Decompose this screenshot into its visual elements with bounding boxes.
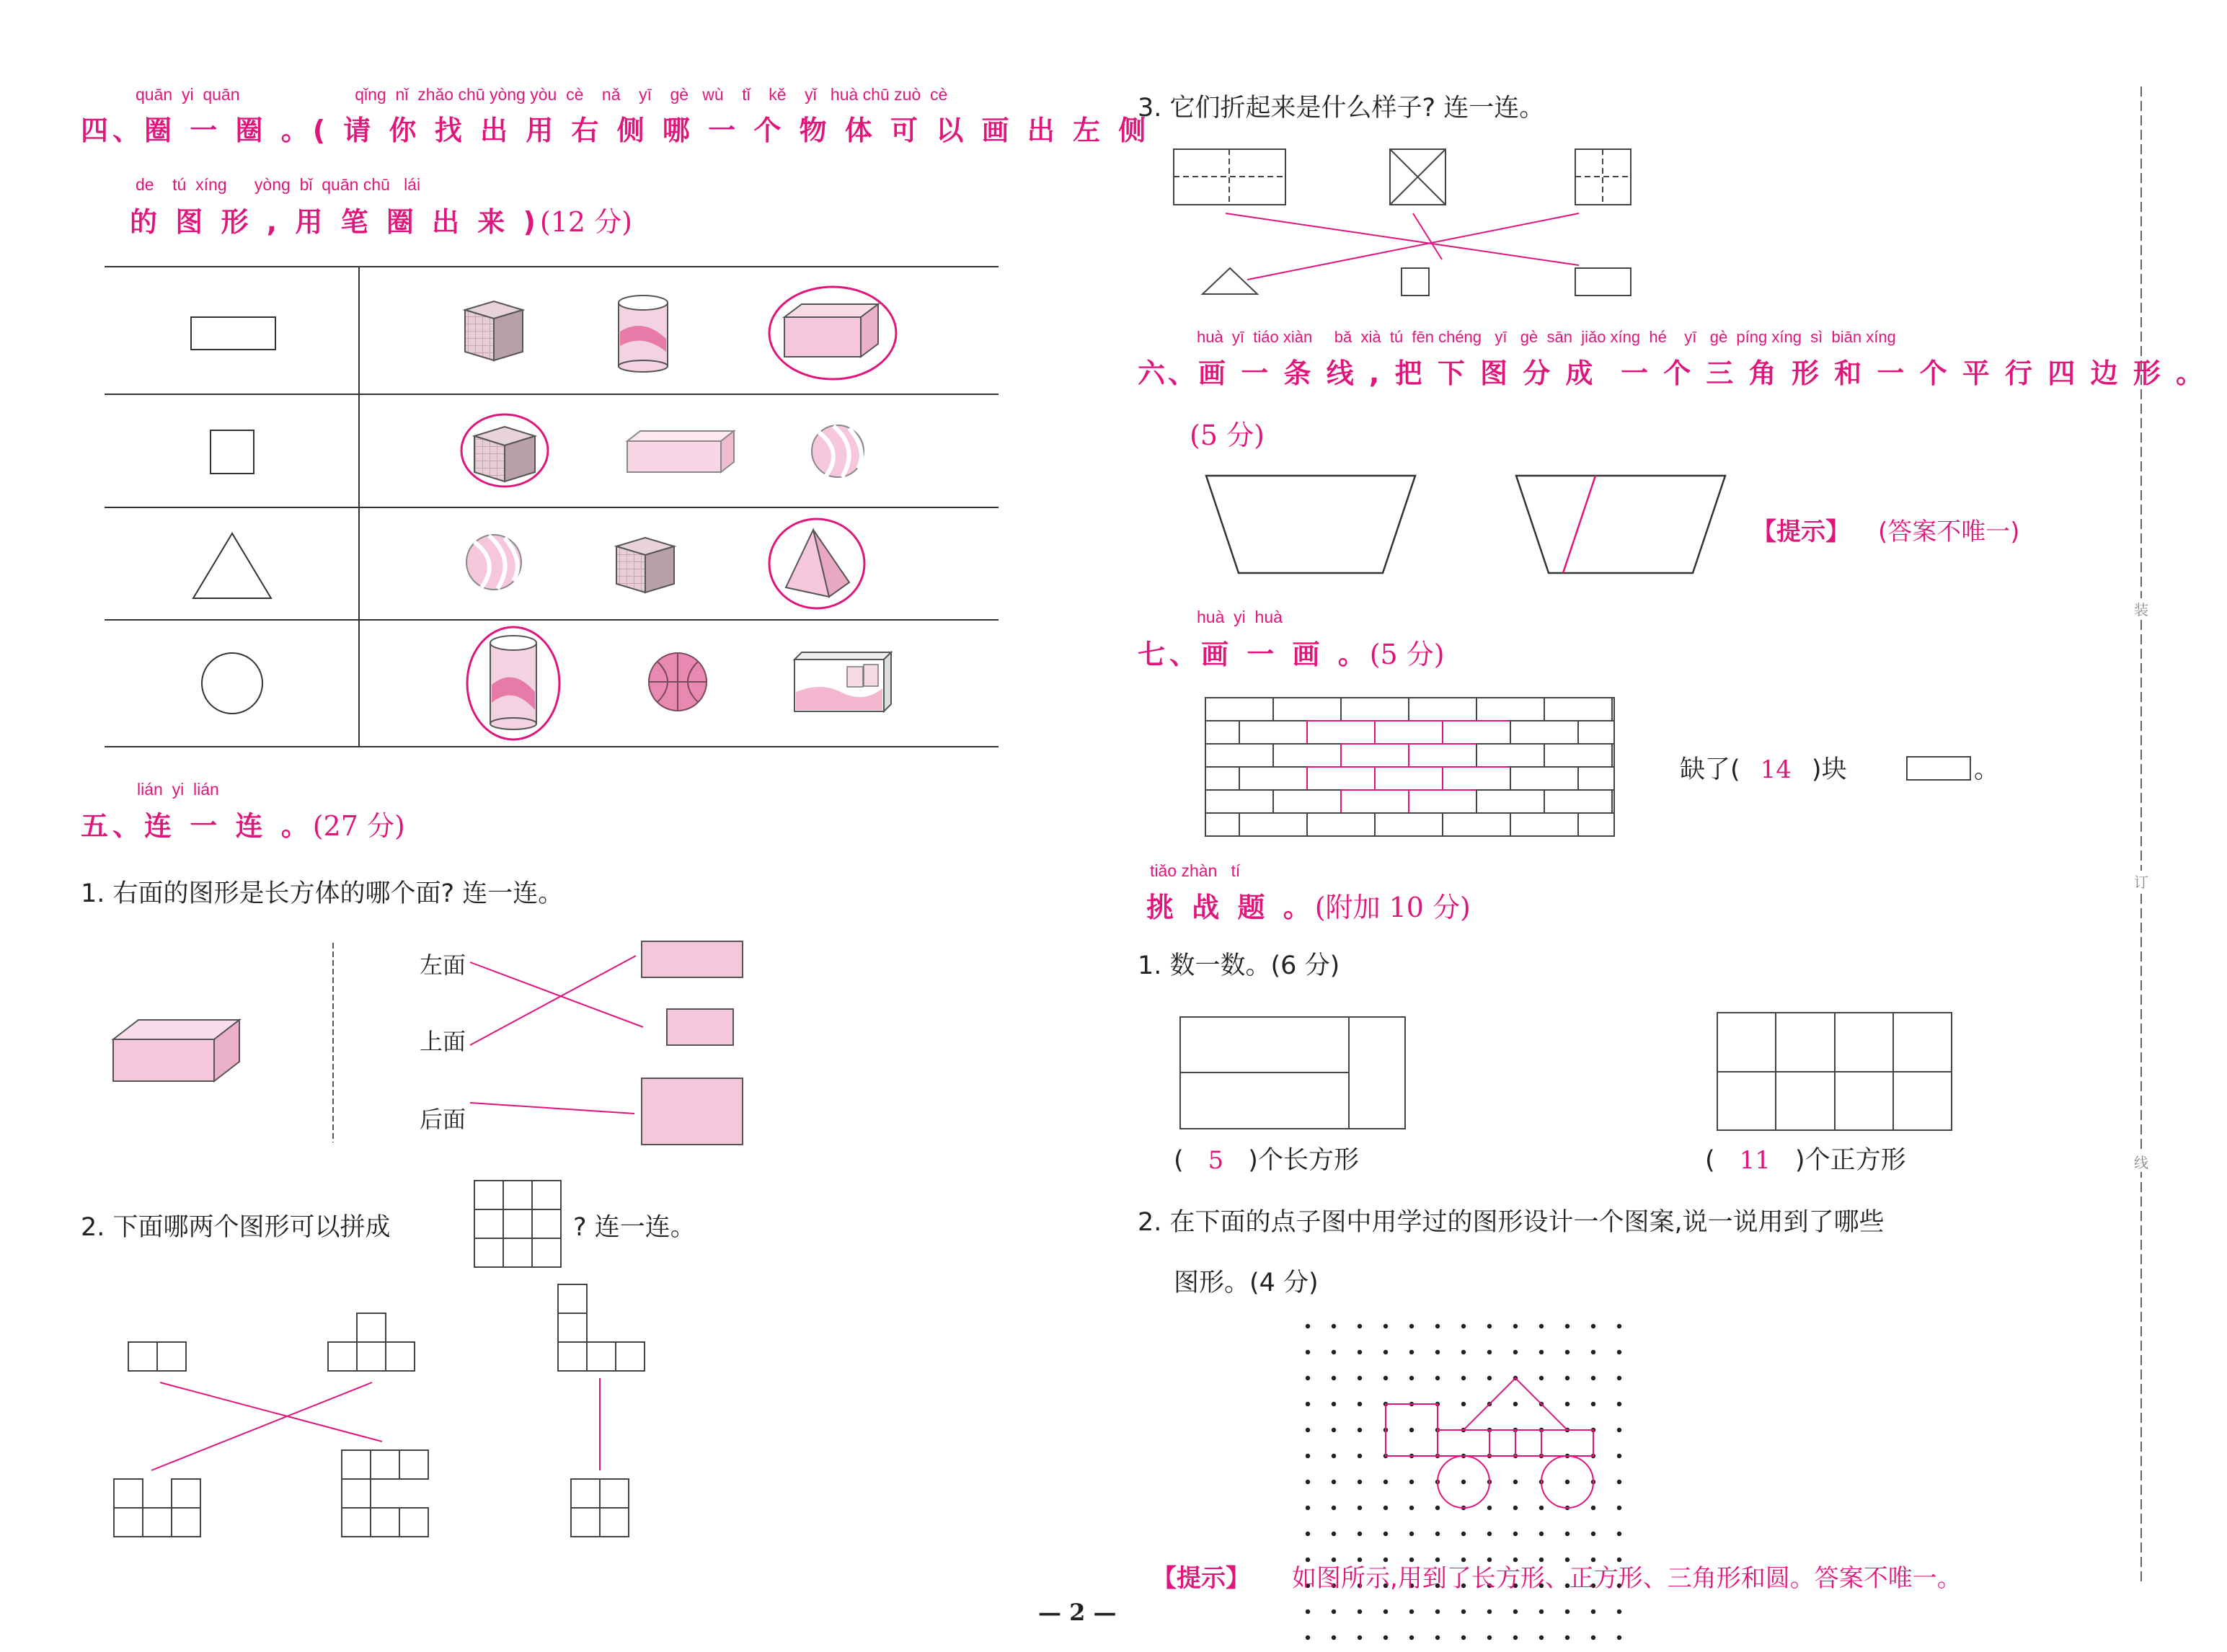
cuboid-figure [113, 1020, 239, 1081]
section5-pinyin: lián yi lián [137, 780, 219, 799]
dot-design [1386, 1378, 1593, 1508]
fold-rect-1 [1174, 149, 1285, 205]
section6-hint-label: 【提示】 [1752, 518, 1850, 546]
grid-dot [1565, 1376, 1569, 1380]
grid-dot [1435, 1506, 1440, 1510]
grid-dot [1487, 1532, 1492, 1536]
brick [1307, 721, 1375, 744]
grid-dot [1617, 1635, 1621, 1640]
brick [1409, 744, 1476, 767]
grid-dot [1539, 1635, 1544, 1640]
grid-dot [1565, 1609, 1569, 1614]
brick [1443, 767, 1510, 790]
piece-e [342, 1450, 428, 1537]
piece-t [328, 1313, 415, 1371]
grid-dot [1617, 1376, 1621, 1380]
grid-dot [1358, 1402, 1362, 1406]
cuboid-icon [784, 304, 878, 357]
grid-dot [1487, 1376, 1492, 1380]
grid-dot [1383, 1609, 1388, 1614]
grid-dot [1358, 1454, 1362, 1458]
grid-dot [1461, 1480, 1466, 1484]
grid-dot [1617, 1480, 1621, 1484]
grid-dot [1487, 1350, 1492, 1354]
brick [1476, 744, 1544, 767]
section6-title: 六、画 一 条 线 , 把 下 图 分 成 一 个 三 角 形 和 一 个 平 行 四 边 形 。 [1138, 358, 2206, 389]
rubik-cube-icon [465, 301, 523, 360]
grid-dot [1565, 1402, 1569, 1406]
ball-icon [812, 425, 864, 477]
section5-score: (27 分) [312, 810, 405, 842]
brick [1341, 698, 1409, 721]
grid-dot [1617, 1428, 1621, 1432]
grid-dot [1409, 1609, 1414, 1614]
brick [1205, 721, 1239, 744]
brick [1375, 767, 1443, 790]
brick [1544, 744, 1612, 767]
face-rect-wide [642, 941, 743, 977]
brick [1544, 698, 1612, 721]
can-icon [619, 296, 668, 372]
question-1: 1. 右面的图形是长方体的哪个面? 连一连。 [81, 879, 564, 908]
grid-dot [1565, 1480, 1569, 1484]
grid-dot [1358, 1506, 1362, 1510]
brick [1443, 721, 1510, 744]
square-count-figure [1717, 1013, 1952, 1130]
grid-dot [1565, 1324, 1569, 1328]
brick [1409, 790, 1476, 813]
grid-dot [1435, 1532, 1440, 1536]
challenge-question-2-line2: 图形。(4 分) [1174, 1269, 1319, 1297]
section7-answer-post: )块 [1811, 755, 1847, 784]
grid-dot [1591, 1609, 1595, 1614]
grid-dot [1513, 1350, 1518, 1354]
grid-dot [1461, 1609, 1466, 1614]
brick [1510, 813, 1578, 836]
section6-hint: (答案不唯一) [1878, 518, 2020, 546]
brick [1578, 767, 1614, 790]
section5-title [81, 804, 405, 843]
section6-pinyin: huà yī tiáo xiàn bǎ xià tú fēn chéng yī gè sān jiǎo xíng hé yī gè píng xíng sì biān xíng [1197, 328, 1896, 346]
question-2-b: ? 连一连。 [573, 1213, 696, 1242]
cuboid-icon [627, 431, 734, 472]
brick [1205, 698, 1273, 721]
grid-dot [1461, 1324, 1466, 1328]
grid-dot [1591, 1402, 1595, 1406]
fold-result-rect [1575, 268, 1631, 296]
fold-square-x [1390, 149, 1445, 205]
section7-score: (5 分) [1369, 639, 1445, 670]
face-rect-small [667, 1009, 733, 1045]
piece-u [114, 1479, 200, 1537]
grid-dot [1332, 1428, 1336, 1432]
grid-dot [1358, 1635, 1362, 1640]
section7-end: 。 [1974, 755, 2000, 784]
piece-2x2 [571, 1479, 629, 1537]
piece-l [558, 1284, 645, 1371]
grid-dot [1358, 1480, 1362, 1484]
grid-dot [1383, 1635, 1388, 1640]
section7-answer [1680, 750, 1847, 786]
brick [1476, 698, 1544, 721]
grid-dot [1306, 1402, 1310, 1406]
challenge-1-right-answer [1705, 1140, 1906, 1176]
section6-score-text: (5 分) [1190, 419, 1265, 451]
brick [1510, 721, 1578, 744]
challenge-1-left-post: )个长方形 [1248, 1146, 1359, 1175]
brick [1612, 698, 1614, 721]
grid-dot [1487, 1609, 1492, 1614]
section7-title-text: 七、画 一 画 。 [1138, 639, 1370, 670]
grid-dot [1591, 1376, 1595, 1380]
grid-dot [1435, 1609, 1440, 1614]
grid-dot [1513, 1609, 1518, 1614]
grid-dot [1306, 1376, 1310, 1380]
trapezoid-answer [1516, 476, 1725, 573]
grid-dot [1332, 1480, 1336, 1484]
grid-dot [1539, 1532, 1544, 1536]
section6-score [1190, 413, 1265, 453]
challenge-1-right-post: )个正方形 [1794, 1146, 1906, 1175]
grid-dot [1409, 1532, 1414, 1536]
grid-dot [1591, 1324, 1595, 1328]
margin-mark-xian: 线 [2134, 1151, 2148, 1172]
grid-dot [1617, 1609, 1621, 1614]
grid-dot [1383, 1532, 1388, 1536]
grid-dot [1513, 1635, 1518, 1640]
brick [1273, 744, 1341, 767]
grid-dot [1461, 1532, 1466, 1536]
grid-dot [1461, 1376, 1466, 1380]
grid-dot [1487, 1506, 1492, 1510]
brick [1205, 744, 1273, 767]
grid-dot [1306, 1454, 1310, 1458]
grid-dot [1487, 1324, 1492, 1328]
challenge-title [1146, 885, 1471, 925]
grid-dot [1539, 1609, 1544, 1614]
rubik-cube-icon [474, 427, 535, 481]
brick [1239, 721, 1307, 744]
piece-1x2 [128, 1342, 186, 1371]
margin-mark-zhuang: 装 [2134, 598, 2148, 619]
brick-wall [1205, 698, 1614, 836]
brick [1239, 813, 1307, 836]
grid-dot [1306, 1324, 1310, 1328]
brick [1578, 721, 1614, 744]
grid-dot [1617, 1454, 1621, 1458]
challenge-1-left-pre: ( [1174, 1146, 1184, 1175]
grid-dot [1358, 1376, 1362, 1380]
grid-dot [1591, 1506, 1595, 1510]
grid-dot [1539, 1506, 1544, 1510]
grid-dot [1591, 1350, 1595, 1354]
grid-dot [1383, 1350, 1388, 1354]
brick [1375, 813, 1443, 836]
brick [1409, 698, 1476, 721]
section4-title-2 [130, 200, 632, 239]
grid-dot [1332, 1454, 1336, 1458]
challenge-pinyin: tiǎo zhàn tí [1150, 861, 1241, 880]
margin-mark-ding: 订 [2134, 871, 2148, 892]
grid-dot [1383, 1376, 1388, 1380]
grid-dot [1409, 1350, 1414, 1354]
answer-lines [151, 1378, 600, 1470]
grid-dot [1617, 1402, 1621, 1406]
grid-dot [1539, 1350, 1544, 1354]
grid-dot [1617, 1506, 1621, 1510]
grid-dot [1383, 1324, 1388, 1328]
brick [1341, 744, 1409, 767]
section4-pinyin: quān yi quān qǐng nǐ zhǎo chū yòng yòu cè nǎ yī gè wù tǐ kě yǐ huà chū zuò cè [136, 85, 948, 104]
grid-dot [1409, 1324, 1414, 1328]
grid-dot [1617, 1532, 1621, 1536]
box-icon [794, 652, 891, 711]
can-icon [490, 636, 536, 729]
circle-shape [202, 653, 262, 714]
face-rect-large [642, 1078, 743, 1145]
grid-dot [1332, 1635, 1336, 1640]
grid-dot [1461, 1350, 1466, 1354]
grid-dot [1383, 1506, 1388, 1510]
brick [1612, 790, 1614, 813]
grid-dot [1409, 1480, 1414, 1484]
trapezoid-original [1206, 476, 1415, 573]
grid-dot [1332, 1324, 1336, 1328]
grid-dot [1332, 1609, 1336, 1614]
face-label-top: 上面 [420, 1028, 466, 1055]
brick [1205, 790, 1273, 813]
grid-dot [1332, 1376, 1336, 1380]
grid-dot [1513, 1324, 1518, 1328]
challenge-question-2: 2. 在下面的点子图中用学过的图形设计一个图案,说一说用到了哪些 [1138, 1208, 1885, 1237]
brick [1205, 813, 1239, 836]
rubik-cube-icon [616, 538, 674, 592]
grid-dot [1513, 1480, 1518, 1484]
grid-dot [1306, 1480, 1310, 1484]
grid-dot [1409, 1376, 1414, 1380]
challenge-1-left-value: 5 [1208, 1146, 1224, 1175]
answer-line [1563, 476, 1595, 573]
grid-dot [1409, 1428, 1414, 1432]
basketball-icon [649, 653, 707, 711]
challenge-1-right-value: 11 [1739, 1146, 1771, 1175]
grid-dot [1409, 1635, 1414, 1640]
section4-title: 四、圈 一 圈 。( 请 你 找 出 用 右 侧 哪 一 个 物 体 可 以 画 出 左 侧 [81, 115, 1151, 146]
grid-dot [1332, 1350, 1336, 1354]
brick [1307, 767, 1375, 790]
brick [1307, 813, 1375, 836]
question-3: 3. 它们折起来是什么样子? 连一连。 [1138, 94, 1545, 123]
challenge-score: (附加 10 分) [1314, 892, 1471, 923]
section7-title [1138, 632, 1445, 672]
grid-dot [1513, 1506, 1518, 1510]
brick [1544, 790, 1612, 813]
brick [1612, 744, 1614, 767]
grid-dot [1565, 1532, 1569, 1536]
grid-dot [1565, 1350, 1569, 1354]
section7-answer-value: 14 [1760, 755, 1792, 784]
challenge-1-left-answer [1174, 1140, 1359, 1176]
section4-title-text: 的 图 形 , 用 笔 圈 出 来 ) [130, 206, 540, 238]
grid-dot [1358, 1532, 1362, 1536]
grid-dot [1435, 1635, 1440, 1640]
triangle-shape [193, 533, 271, 598]
grid-dot [1539, 1324, 1544, 1328]
grid-dot [1617, 1350, 1621, 1354]
challenge-question-1: 1. 数一数。(6 分) [1138, 951, 1340, 980]
grid-dot [1383, 1480, 1388, 1484]
fold-square-plus [1575, 149, 1631, 205]
grid-dot [1332, 1532, 1336, 1536]
grid-dot [1591, 1532, 1595, 1536]
fold-result-square [1402, 268, 1429, 296]
grid-dot [1513, 1532, 1518, 1536]
brick [1443, 813, 1510, 836]
grid-dot [1487, 1635, 1492, 1640]
grid-dot [1306, 1635, 1310, 1640]
brick [1273, 790, 1341, 813]
grid-dot [1332, 1506, 1336, 1510]
grid-dot [1306, 1506, 1310, 1510]
grid-dot [1435, 1350, 1440, 1354]
brick-icon [1907, 757, 1970, 780]
grid-dot [1358, 1609, 1362, 1614]
section5-title-text: 五、连 一 连 。 [81, 810, 313, 842]
triangular-prism-icon [786, 530, 849, 597]
page-number: — 2 — [1038, 1599, 1117, 1626]
target-grid [474, 1181, 561, 1267]
brick [1578, 813, 1614, 836]
section4-score: (12 分) [539, 206, 632, 238]
answer-lines [470, 956, 643, 1114]
grid-dot [1435, 1376, 1440, 1380]
grid-dot [1435, 1324, 1440, 1328]
brick [1273, 698, 1341, 721]
challenge-hint-label: 【提示】 [1152, 1564, 1250, 1593]
brick [1510, 767, 1578, 790]
ball-icon [466, 535, 521, 590]
challenge-hint: 如图所示,用到了长方形、正方形、三角形和圆。答案不唯一。 [1292, 1564, 1962, 1593]
brick [1239, 767, 1307, 790]
face-label-back: 后面 [420, 1106, 466, 1133]
grid-dot [1617, 1324, 1621, 1328]
question-2-a: 2. 下面哪两个图形可以拼成 [81, 1213, 391, 1242]
grid-dot [1565, 1635, 1569, 1640]
challenge-1-right-pre: ( [1705, 1146, 1715, 1175]
brick [1375, 721, 1443, 744]
grid-dot [1358, 1324, 1362, 1328]
brick [1341, 790, 1409, 813]
section7-pinyin: huà yi huà [1197, 608, 1283, 626]
grid-dot [1539, 1376, 1544, 1380]
square-shape [211, 430, 254, 474]
grid-dot [1306, 1609, 1310, 1614]
grid-dot [1332, 1402, 1336, 1406]
grid-dot [1461, 1402, 1466, 1406]
rectangle-shape [191, 317, 275, 350]
grid-dot [1591, 1635, 1595, 1640]
grid-dot [1409, 1506, 1414, 1510]
rect-count-figure [1180, 1017, 1405, 1129]
grid-dot [1461, 1635, 1466, 1640]
fold-result-triangle [1203, 268, 1257, 294]
face-label-left: 左面 [420, 951, 466, 979]
grid-dot [1358, 1350, 1362, 1354]
brick [1476, 790, 1544, 813]
grid-dot [1306, 1532, 1310, 1536]
grid-dot [1306, 1350, 1310, 1354]
grid-dot [1513, 1402, 1518, 1406]
challenge-title-text: 挑 战 题 。 [1146, 892, 1315, 923]
grid-dot [1306, 1428, 1310, 1432]
section4-pinyin-2: de tú xíng yòng bǐ quān chū lái [136, 175, 421, 194]
section7-answer-pre: 缺了( [1680, 755, 1740, 784]
brick [1205, 767, 1239, 790]
grid-dot [1358, 1428, 1362, 1432]
